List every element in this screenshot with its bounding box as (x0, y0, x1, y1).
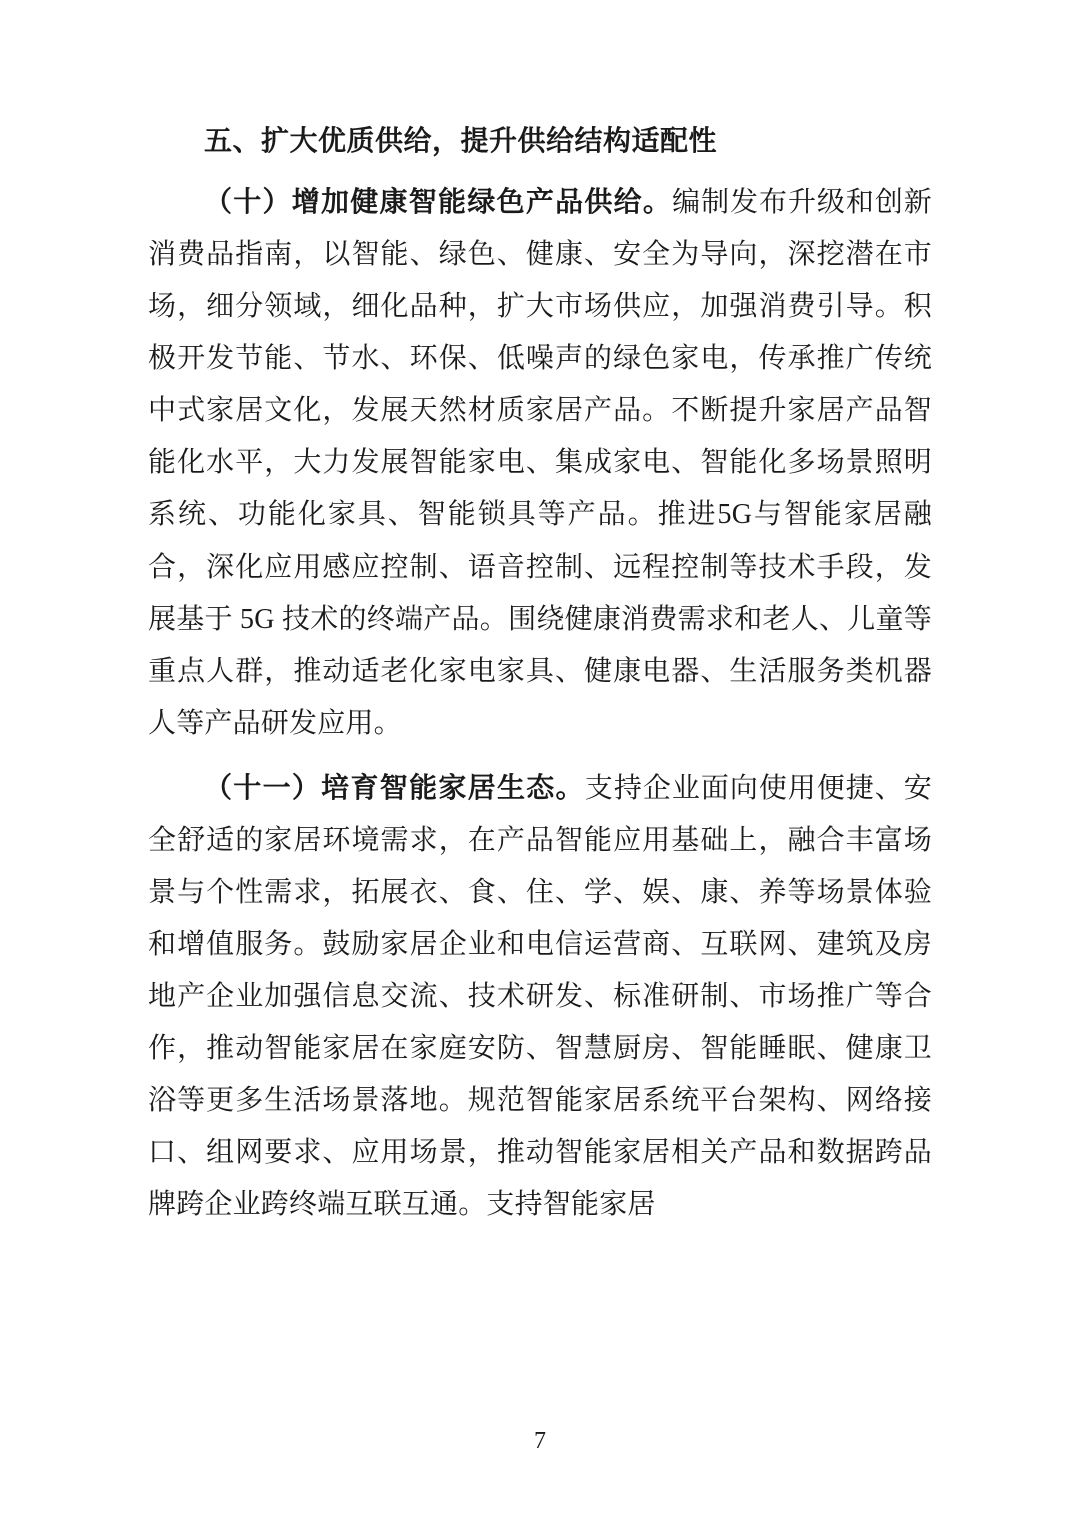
page-number: 7 (534, 1428, 546, 1454)
paragraph-10-lead: （十）增加健康智能绿色产品供给。 (204, 185, 673, 218)
paragraph-10 (148, 176, 932, 750)
document-body (148, 120, 932, 1232)
paragraph-11-text: 支持企业面向使用便捷、安全舒适的家居环境需求，在产品智能应用基础上，融合丰富场景与个性需求，拓展衣、食、住、学、娱、康、养等场景体验和增值服务。鼓励家居企业和电信运营商、互联网、建筑及房地产企业加强信息交流、技术研发、标准研制、市场推广等合作，推动智能家居在家庭安防、智慧厨房、智能睡眠、健康卫浴等更多生活场景落地。规范智能家居系统平台架构、网络接口、组网要求、应用场景，推动智能家居相关产品和数据跨品牌跨企业跨终端互联互通。支持智能家居 (148, 772, 932, 1221)
paragraph-10-text: 编制发布升级和创新消费品指南，以智能、绿色、健康、安全为导向，深挖潜在市场，细分领域，细化品种，扩大市场供应，加强消费引导。积极开发节能、节水、环保、低噪声的绿色家电，传承推广传统中式家居文化，发展天然材质家居产品。不断提升家居产品智能化水平，大力发展智能家电、集成家电、智能化多场景照明系统、功能化家具、智能锁具等产品。推进5G与智能家居融合，深化应用感应控制、语音控制、远程控制等技术手段，发展基于 5G 技术的终端产品。围绕健康消费需求和老人、儿童等重点人群，推动适老化家电家具、健康电器、生活服务类机器人等产品研发应用。 (148, 187, 932, 739)
paragraph-11-lead: （十一）培育智能家居生态。 (204, 770, 585, 804)
paragraph-11 (148, 762, 932, 1232)
section-heading: 五、扩大优质供给，提升供给结构适配性 (204, 124, 718, 157)
